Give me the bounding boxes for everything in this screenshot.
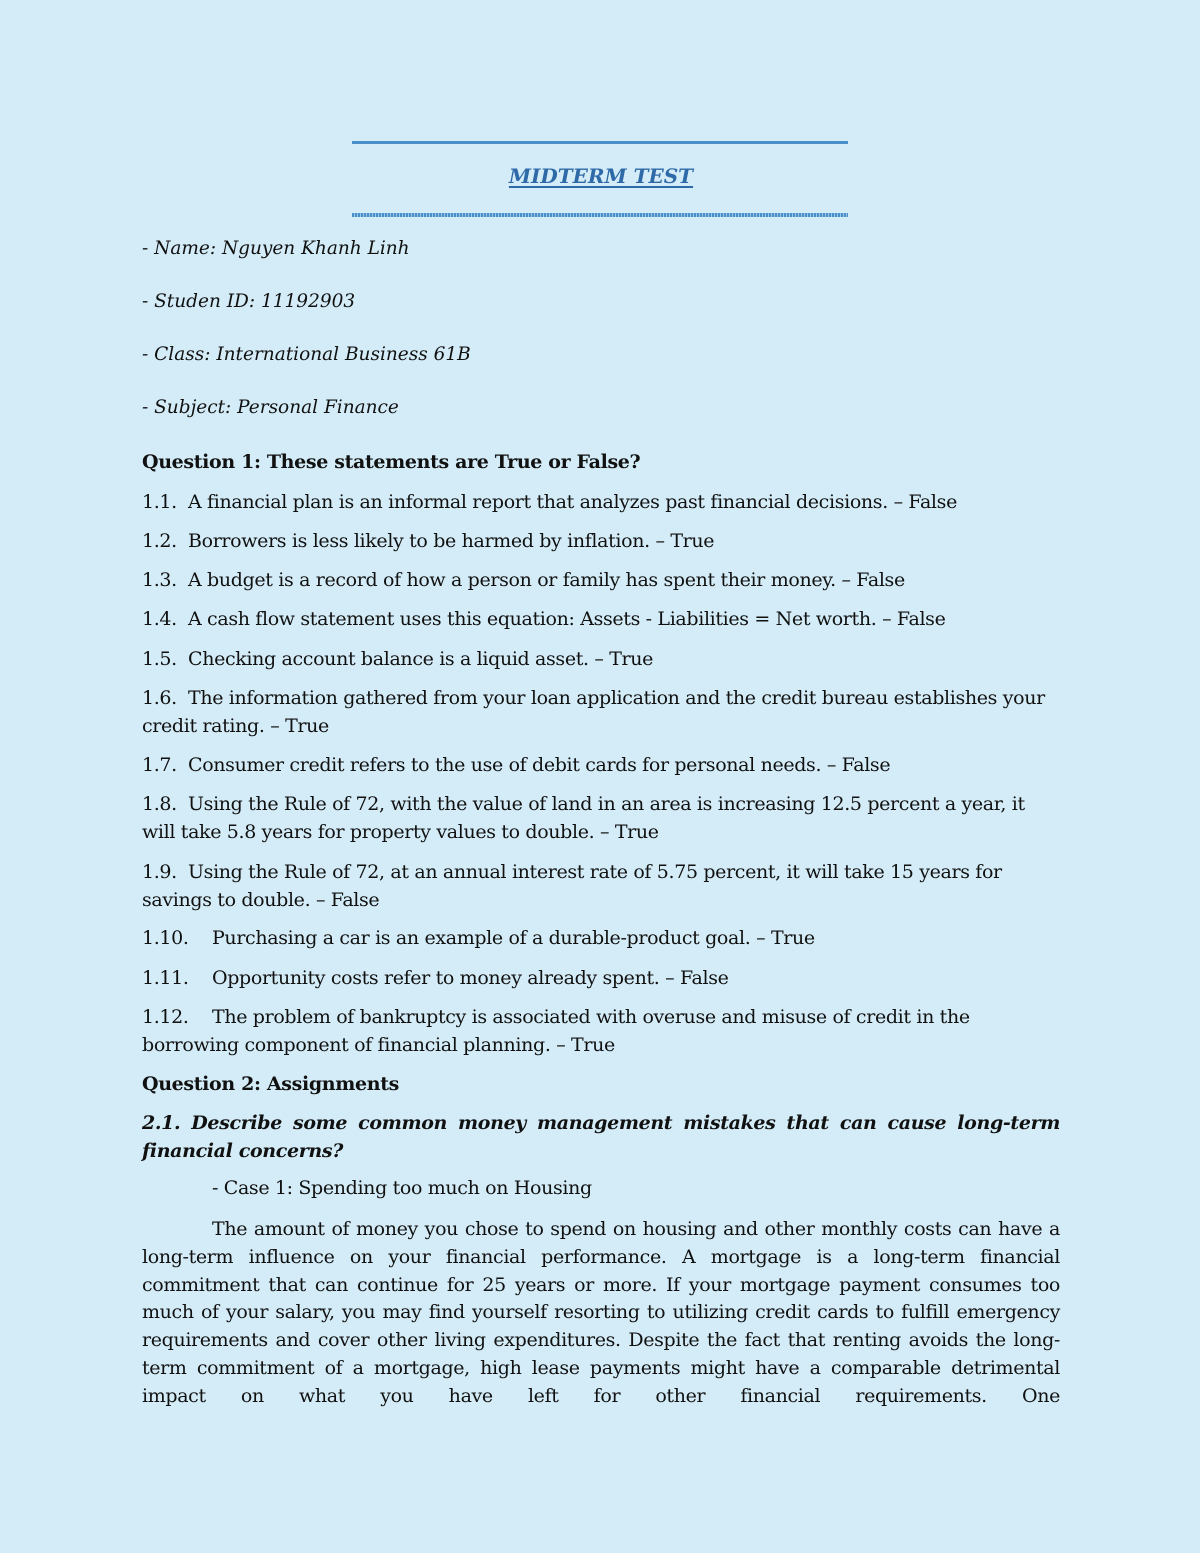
statement-text: Consumer credit refers to the use of debit cards for personal needs. – False bbox=[188, 754, 891, 776]
statement-number: 1.11. bbox=[142, 967, 189, 989]
question-1-heading: Question 1: These statements are True or False? bbox=[142, 451, 641, 473]
paragraph-line: have a long-term influence on your financial performance. A mortgage is a long-term bbox=[142, 1218, 1060, 1268]
title-top-rule bbox=[352, 141, 848, 144]
statement-item bbox=[142, 965, 1060, 993]
statement-text: Purchasing a car is an example of a durable-product goal. – True bbox=[212, 927, 815, 949]
document-title: MIDTERM TEST bbox=[508, 164, 694, 188]
statement-item bbox=[142, 1004, 1060, 1059]
statement-text: A financial plan is an informal report that analyzes past financial decisions. – False bbox=[188, 491, 957, 513]
question-2-heading: Question 2: Assignments bbox=[142, 1073, 399, 1095]
statement-item bbox=[142, 859, 1060, 914]
statement-number: 1.12. bbox=[142, 1006, 189, 1028]
paragraph-line: renting avoids the long-term commitment of a mortgage, high lease payments might have a bbox=[142, 1329, 1060, 1379]
statement-item bbox=[142, 646, 1060, 674]
statement-item bbox=[142, 606, 1060, 634]
statement-number: 1.2. bbox=[142, 530, 177, 552]
statement-text: A budget is a record of how a person or family has spent their money. – False bbox=[188, 569, 905, 591]
sub-question-2-1: 2.1. Describe some common money management mistakes that can cause long-term financial concerns? bbox=[142, 1112, 1060, 1162]
statement-number: 1.5. bbox=[142, 648, 177, 670]
statement-text: Checking account balance is a liquid asset. – True bbox=[188, 648, 654, 670]
paragraph-line: consumes too much of your salary, you may find yourself resorting to utilizing credit cards bbox=[142, 1273, 1060, 1324]
case-1-paragraph bbox=[142, 1216, 1060, 1411]
statement-text: Opportunity costs refer to money already spent. – False bbox=[212, 967, 729, 989]
paragraph-line: to fulfill emergency requirements and cover other living expenditures. Despite the fact that bbox=[142, 1301, 1060, 1352]
statement-number: 1.1. bbox=[142, 491, 177, 513]
statement-item bbox=[142, 489, 1060, 517]
statement-text: Using the Rule of 72, with the value of land in an area is increasing 12.5 percent a year, it will take 5.8 years for property values to double. – True bbox=[142, 793, 1025, 843]
statement-item bbox=[142, 685, 1060, 740]
statement-text: The problem of bankruptcy is associated with overuse and misuse of credit in the borrowing component of financial planning. – True bbox=[142, 1006, 970, 1056]
statement-number: 1.6. bbox=[142, 687, 177, 709]
statement-item bbox=[142, 528, 1060, 556]
statement-item bbox=[142, 791, 1060, 846]
statement-text: The information gathered from your loan application and the credit bureau establishes your credit rating. – True bbox=[142, 687, 1045, 737]
subject: - Subject: Personal Finance bbox=[142, 397, 399, 418]
statement-number: 1.8. bbox=[142, 793, 177, 815]
student-class: - Class: International Business 61B bbox=[142, 344, 471, 365]
document-page bbox=[142, 0, 1060, 1553]
statement-number: 1.3. bbox=[142, 569, 177, 591]
statement-number: 1.7. bbox=[142, 754, 177, 776]
case-1-title: - Case 1: Spending too much on Housing bbox=[212, 1177, 592, 1199]
student-id: - Studen ID: 11192903 bbox=[142, 291, 356, 312]
statement-text: Using the Rule of 72, at an annual interest rate of 5.75 percent, it will take 15 years for savings to double. – False bbox=[142, 861, 1002, 911]
statement-item bbox=[142, 752, 1060, 780]
statement-number: 1.9. bbox=[142, 861, 177, 883]
statement-text: A cash flow statement uses this equation: Assets - Liabilities = Net worth. – False bbox=[188, 608, 946, 630]
student-name: - Name: Nguyen Khanh Linh bbox=[142, 238, 410, 259]
title-bottom-rule bbox=[352, 213, 848, 217]
statement-text: Borrowers is less likely to be harmed by inflation. – True bbox=[188, 530, 715, 552]
statement-item bbox=[142, 925, 1060, 953]
statement-item bbox=[142, 567, 1060, 595]
statement-number: 1.4. bbox=[142, 608, 177, 630]
paragraph-line: comparable detrimental impact on what you have left for other financial requirements. One bbox=[142, 1356, 1060, 1407]
paragraph-line: The amount of money you chose to spend on housing and other monthly costs can bbox=[212, 1218, 992, 1240]
paragraph-line: financial commitment that can continue for 25 years or more. If your mortgage payment bbox=[142, 1245, 1060, 1296]
statement-number: 1.10. bbox=[142, 927, 189, 949]
